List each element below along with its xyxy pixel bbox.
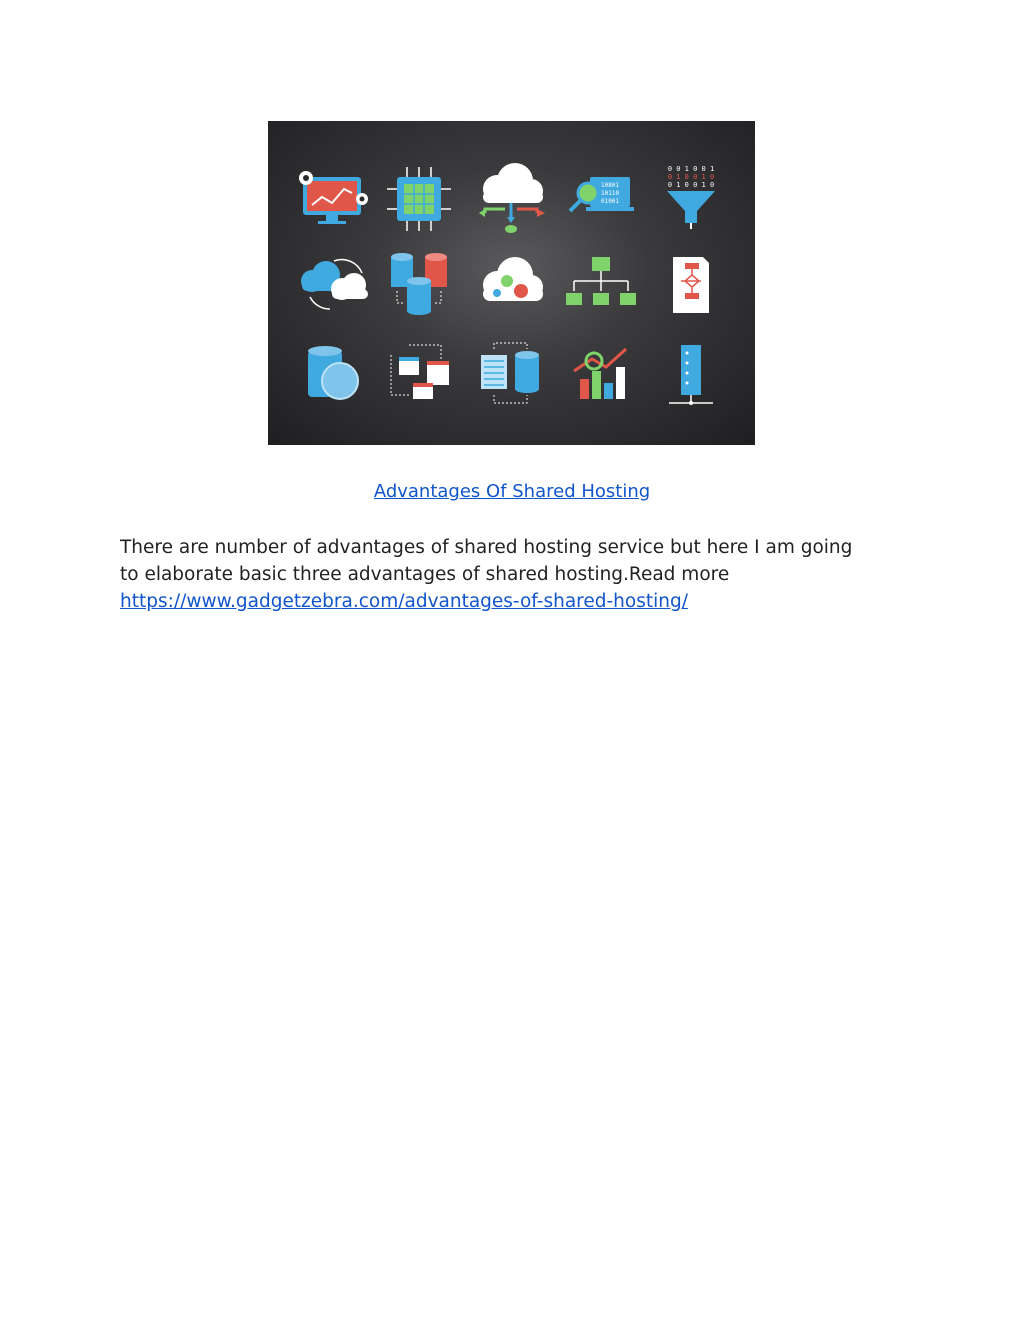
body-line-1: There are number of advantages of shared hosting service but here I am going [120,537,853,558]
table-transfer-icon [391,345,449,399]
article-title-link[interactable]: Advantages Of Shared Hosting [373,481,651,502]
svg-text:01001: 01001 [600,198,620,205]
monitor-analytics-gear-icon [299,171,368,224]
cloud-network-icon [479,163,545,233]
database-sync-icon [391,253,447,315]
server-rack-icon [669,345,713,405]
svg-text:0 1 0 0 1 0: 0 1 0 0 1 0 [667,173,715,181]
document-to-database-icon [481,343,539,403]
svg-text:10110: 10110 [600,190,620,197]
svg-text:0 1 0 0 1 0: 0 1 0 0 1 0 [667,181,715,189]
hero-icon-grid [268,121,755,445]
microchip-icon [387,167,451,231]
cloud-gears-icon [483,257,543,301]
cloud-sync-icon [301,260,368,309]
flowchart-document-icon [673,257,709,313]
binary-funnel-icon [667,165,715,229]
body-line-2: to elaborate basic three advantages of shared hosting.Read more [120,564,730,585]
svg-text:10801: 10801 [600,182,620,189]
laptop-search-data-icon [570,177,634,211]
folder-hierarchy-icon [566,257,636,305]
body-paragraph [120,534,910,615]
read-more-url-link[interactable]: https://www.gadgetzebra.com/advantages-of-shared-hosting/ [120,591,688,612]
svg-text:0 0 1 0 0 1: 0 0 1 0 0 1 [667,165,715,173]
hero-image [268,121,755,445]
database-globe-icon [308,346,358,399]
bar-chart-growth-icon [574,349,626,399]
